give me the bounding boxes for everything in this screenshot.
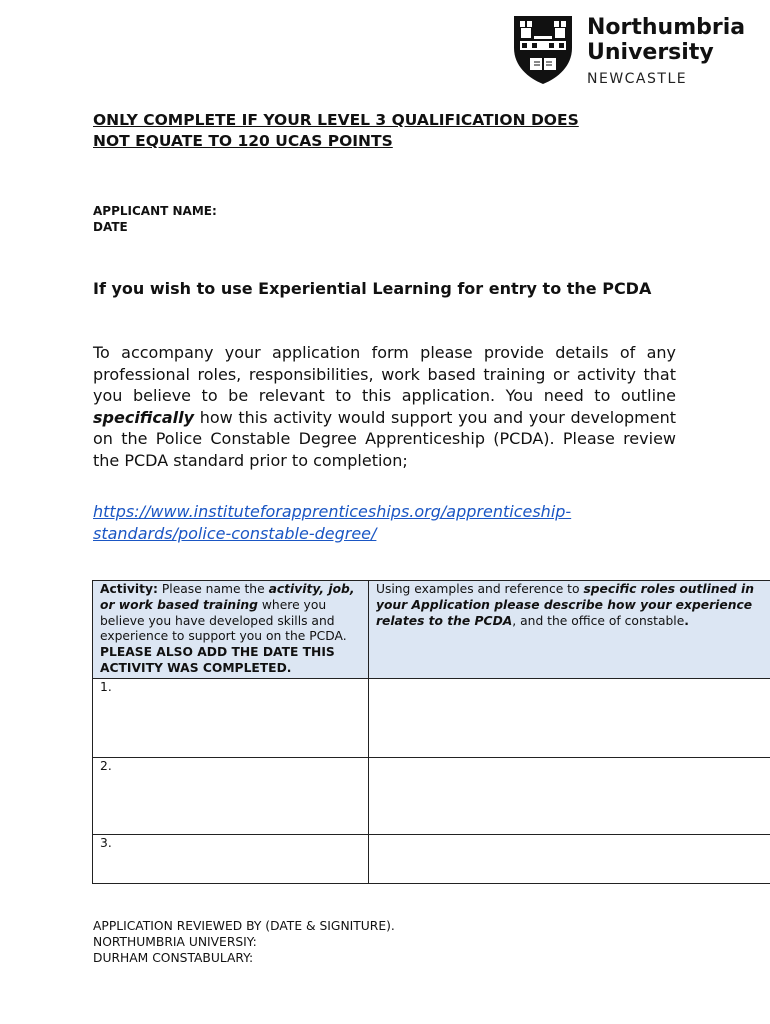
activity-cell-2[interactable]: 2. <box>93 757 369 834</box>
standard-link[interactable] <box>93 501 693 544</box>
logo-line-2: University <box>587 40 714 65</box>
activity-header-instruction: PLEASE ALSO ADD THE DATE THIS ACTIVITY WAS COMPLETED. <box>100 645 335 675</box>
logo-line-3: NEWCASTLE <box>587 71 688 87</box>
paragraph-emphasis: specifically <box>93 407 195 427</box>
examples-header-text-2: , and the office of constable <box>512 613 685 628</box>
paragraph-part-2: how this activity would support you and your development on the Police Constable Degree Apprenticeship (PCDA). Please review the PCDA standard prior to completion; <box>93 407 676 470</box>
paragraph-part-1: To accompany your application form please provide details of any professional roles, responsibilities, work based training or activity that you believe to be relevant to this application. You need to outline <box>93 343 676 405</box>
activity-cell-1[interactable]: 1. <box>93 678 369 757</box>
examples-header-emphasis: specific roles outlined in your Application please describe how your experience relates to the PCDA <box>375 582 754 628</box>
page-heading <box>93 110 693 152</box>
section-subheading: If you wish to use Experiential Learning for entry to the PCDA <box>93 279 652 298</box>
link-line-1[interactable]: https://www.instituteforapprenticeships.org/apprenticeship- <box>93 502 572 521</box>
table-row <box>93 757 770 834</box>
review-footer <box>93 918 395 966</box>
table-row <box>93 834 770 883</box>
examples-cell-3[interactable] <box>368 834 770 883</box>
university-logo <box>512 14 762 88</box>
heading-line-2: NOT EQUATE TO 120 UCAS POINTS <box>93 132 393 150</box>
constabulary-signature-label: DURHAM CONSTABULARY: <box>93 951 254 965</box>
date-label: DATE <box>93 220 128 234</box>
examples-header-text-1: Using examples and reference to <box>375 582 584 596</box>
examples-cell-1[interactable] <box>368 678 770 757</box>
activity-header-cell <box>93 581 369 679</box>
link-line-2[interactable]: standards/police-constable-degree/ <box>93 523 377 543</box>
activity-header-emphasis: activity, job, or work based training <box>100 582 355 612</box>
applicant-meta <box>93 203 217 235</box>
crest-icon <box>512 14 574 86</box>
reviewed-by-label: APPLICATION REVIEWED BY (DATE & SIGNITURE). <box>93 919 395 933</box>
applicant-name-label: APPLICANT NAME: <box>93 204 217 218</box>
university-signature-label: NORTHUMBRIA UNIVERSIY: <box>93 935 257 949</box>
examples-cell-2[interactable] <box>368 757 770 834</box>
instructions-paragraph <box>93 342 676 471</box>
heading-line-1: ONLY COMPLETE IF YOUR LEVEL 3 QUALIFICATION DOES <box>93 111 579 129</box>
examples-header-period: . <box>684 613 689 628</box>
activity-cell-3[interactable]: 3. <box>93 834 369 883</box>
activity-header-text-2: where you believe you have developed skills and experience to support you on the PCDA. <box>100 597 347 644</box>
table-header-row <box>93 581 770 679</box>
table-row <box>93 678 770 757</box>
activity-table <box>92 580 770 884</box>
activity-header-text-1: Please name the <box>157 582 269 596</box>
logo-line-1: Northumbria <box>587 15 746 40</box>
examples-header-cell <box>368 581 770 679</box>
activity-header-bold: Activity: <box>100 582 158 596</box>
